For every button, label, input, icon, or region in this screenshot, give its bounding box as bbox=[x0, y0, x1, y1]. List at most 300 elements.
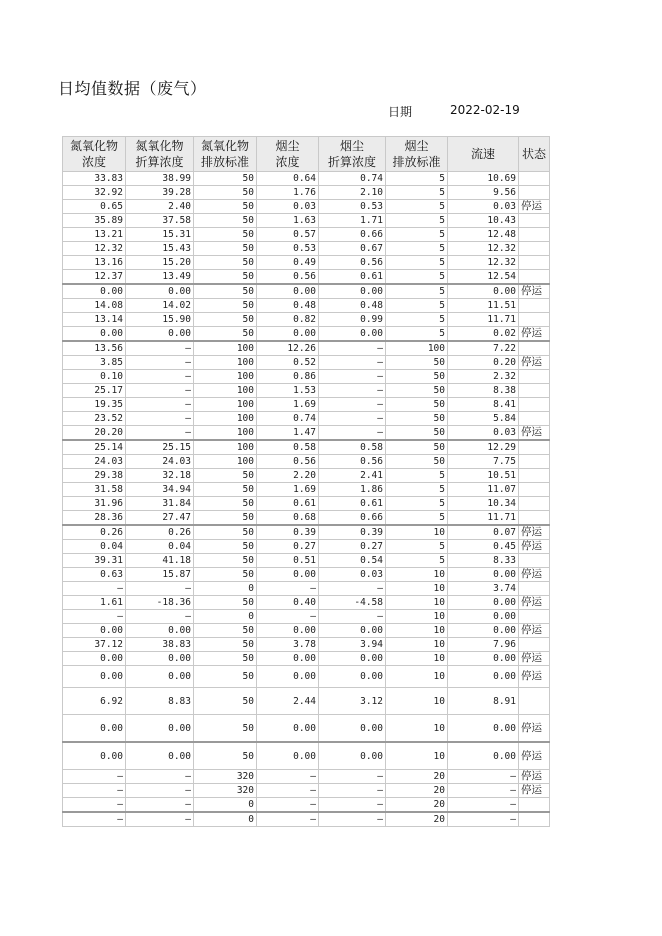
table-cell: 0.00 bbox=[63, 624, 126, 638]
table-cell: 50 bbox=[194, 638, 257, 652]
table-cell: 38.83 bbox=[126, 638, 194, 652]
table-cell: 5 bbox=[386, 284, 448, 299]
table-cell: 19.35 bbox=[63, 398, 126, 412]
table-cell: 50 bbox=[194, 313, 257, 327]
table-row bbox=[63, 540, 550, 554]
table-cell: 27.47 bbox=[126, 511, 194, 526]
table-row bbox=[63, 270, 550, 285]
table-cell: – bbox=[126, 784, 194, 798]
table-cell: 0.67 bbox=[319, 242, 386, 256]
table-cell: 2.44 bbox=[257, 688, 319, 715]
table-cell: 15.20 bbox=[126, 256, 194, 270]
table-cell: 0.00 bbox=[126, 327, 194, 342]
table-cell: 10 bbox=[386, 742, 448, 770]
table-cell: 0.61 bbox=[319, 497, 386, 511]
table-cell: 0.26 bbox=[126, 525, 194, 540]
table-cell: 15.87 bbox=[126, 568, 194, 582]
status-cell: 停运 bbox=[519, 596, 550, 610]
status-cell: 停运 bbox=[519, 525, 550, 540]
table-cell: 0.00 bbox=[319, 327, 386, 342]
table-cell: – bbox=[319, 798, 386, 813]
table-row bbox=[63, 214, 550, 228]
col-header-status: 状态 bbox=[519, 137, 550, 172]
table-cell: – bbox=[126, 356, 194, 370]
table-cell: 0.00 bbox=[319, 715, 386, 743]
table-cell: 12.37 bbox=[63, 270, 126, 285]
table-cell: – bbox=[448, 770, 519, 784]
table-cell: 0.00 bbox=[126, 742, 194, 770]
status-cell bbox=[519, 483, 550, 497]
table-row bbox=[63, 798, 550, 813]
table-cell: 0.00 bbox=[63, 742, 126, 770]
table-cell: 0.48 bbox=[319, 299, 386, 313]
col-header-flow: 流速 bbox=[448, 137, 519, 172]
table-cell: 14.02 bbox=[126, 299, 194, 313]
table-cell: 1.47 bbox=[257, 426, 319, 441]
table-cell: 2.32 bbox=[448, 370, 519, 384]
table-cell: 0.03 bbox=[319, 568, 386, 582]
table-cell: 20 bbox=[386, 770, 448, 784]
table-cell: – bbox=[126, 582, 194, 596]
table-cell: 50 bbox=[386, 370, 448, 384]
status-cell: 停运 bbox=[519, 540, 550, 554]
table-cell: 13.14 bbox=[63, 313, 126, 327]
table-cell: 5 bbox=[386, 497, 448, 511]
table-cell: 24.03 bbox=[63, 455, 126, 469]
table-cell: 5 bbox=[386, 214, 448, 228]
table-cell: 0.99 bbox=[319, 313, 386, 327]
table-cell: 0.68 bbox=[257, 511, 319, 526]
table-cell: 0.00 bbox=[319, 666, 386, 688]
table-row bbox=[63, 299, 550, 313]
table-row bbox=[63, 327, 550, 342]
table-row bbox=[63, 715, 550, 743]
table-cell: 7.75 bbox=[448, 455, 519, 469]
table-row bbox=[63, 256, 550, 270]
table-cell: 10.69 bbox=[448, 172, 519, 186]
table-cell: 0.54 bbox=[319, 554, 386, 568]
table-cell: 8.91 bbox=[448, 688, 519, 715]
table-row bbox=[63, 784, 550, 798]
table-cell: 0.10 bbox=[63, 370, 126, 384]
table-row bbox=[63, 770, 550, 784]
table-cell: 13.56 bbox=[63, 341, 126, 356]
table-row bbox=[63, 666, 550, 688]
table-cell: 5 bbox=[386, 172, 448, 186]
table-cell: 100 bbox=[194, 370, 257, 384]
table-cell: 10.43 bbox=[448, 214, 519, 228]
table-cell: – bbox=[126, 398, 194, 412]
table-cell: 5 bbox=[386, 469, 448, 483]
table-row bbox=[63, 370, 550, 384]
status-cell: 停运 bbox=[519, 666, 550, 688]
table-cell: 10 bbox=[386, 652, 448, 666]
table-cell: 5 bbox=[386, 540, 448, 554]
table-cell: – bbox=[319, 610, 386, 624]
col-header-nox-standard: 氮氧化物 排放标准 bbox=[194, 137, 257, 172]
table-cell: 15.90 bbox=[126, 313, 194, 327]
table-row bbox=[63, 426, 550, 441]
status-cell bbox=[519, 610, 550, 624]
status-cell bbox=[519, 554, 550, 568]
table-header-row bbox=[63, 137, 550, 172]
table-cell: 50 bbox=[194, 742, 257, 770]
table-cell: 39.28 bbox=[126, 186, 194, 200]
table-cell: – bbox=[319, 412, 386, 426]
status-cell: 停运 bbox=[519, 715, 550, 743]
table-cell: 0.02 bbox=[448, 327, 519, 342]
table-cell: 28.36 bbox=[63, 511, 126, 526]
table-row bbox=[63, 568, 550, 582]
table-cell: 0.00 bbox=[257, 568, 319, 582]
table-cell: – bbox=[126, 610, 194, 624]
table-cell: 0.00 bbox=[126, 715, 194, 743]
table-row bbox=[63, 596, 550, 610]
table-cell: 50 bbox=[386, 426, 448, 441]
table-cell: 0.74 bbox=[257, 412, 319, 426]
table-cell: 8.33 bbox=[448, 554, 519, 568]
table-row bbox=[63, 313, 550, 327]
table-cell: 0.66 bbox=[319, 228, 386, 242]
table-cell: 100 bbox=[194, 455, 257, 469]
table-cell: 0.53 bbox=[319, 200, 386, 214]
table-row bbox=[63, 582, 550, 596]
table-cell: 5 bbox=[386, 327, 448, 342]
table-row bbox=[63, 384, 550, 398]
table-cell: 0.00 bbox=[448, 742, 519, 770]
table-cell: – bbox=[448, 798, 519, 813]
table-cell: 11.07 bbox=[448, 483, 519, 497]
table-cell: 2.10 bbox=[319, 186, 386, 200]
table-cell: 0.27 bbox=[257, 540, 319, 554]
table-cell: 0.00 bbox=[448, 610, 519, 624]
date-label: 日期 bbox=[388, 105, 413, 119]
status-cell: 停运 bbox=[519, 284, 550, 299]
table-cell: 50 bbox=[194, 666, 257, 688]
table-cell: 50 bbox=[386, 440, 448, 455]
status-cell bbox=[519, 242, 550, 256]
table-cell: – bbox=[257, 784, 319, 798]
table-cell: – bbox=[257, 610, 319, 624]
table-cell: 0.00 bbox=[448, 666, 519, 688]
table-row bbox=[63, 511, 550, 526]
table-cell: 0.58 bbox=[319, 440, 386, 455]
table-cell: – bbox=[126, 812, 194, 827]
table-cell: 1.69 bbox=[257, 483, 319, 497]
table-cell: 29.38 bbox=[63, 469, 126, 483]
table-cell: 5 bbox=[386, 200, 448, 214]
table-cell: 50 bbox=[194, 652, 257, 666]
table-row bbox=[63, 610, 550, 624]
table-cell: 0.07 bbox=[448, 525, 519, 540]
table-cell: 0.00 bbox=[448, 715, 519, 743]
table-cell: 39.31 bbox=[63, 554, 126, 568]
table-cell: 0.00 bbox=[257, 624, 319, 638]
table-cell: 10 bbox=[386, 624, 448, 638]
table-row bbox=[63, 186, 550, 200]
table-cell: 50 bbox=[194, 568, 257, 582]
table-cell: 31.96 bbox=[63, 497, 126, 511]
table-cell: 0.00 bbox=[63, 327, 126, 342]
status-cell: 停运 bbox=[519, 742, 550, 770]
table-cell: 0.00 bbox=[448, 596, 519, 610]
table-cell: 50 bbox=[194, 511, 257, 526]
table-cell: – bbox=[126, 384, 194, 398]
table-cell: – bbox=[448, 812, 519, 827]
table-cell: 10 bbox=[386, 638, 448, 652]
status-cell bbox=[519, 299, 550, 313]
table-cell: 0.53 bbox=[257, 242, 319, 256]
table-cell: 41.18 bbox=[126, 554, 194, 568]
table-cell: 50 bbox=[194, 469, 257, 483]
status-cell bbox=[519, 688, 550, 715]
table-row bbox=[63, 688, 550, 715]
table-cell: – bbox=[63, 798, 126, 813]
table-cell: 50 bbox=[194, 186, 257, 200]
table-cell: 50 bbox=[386, 412, 448, 426]
table-cell: 100 bbox=[194, 398, 257, 412]
status-cell bbox=[519, 812, 550, 827]
status-cell bbox=[519, 511, 550, 526]
status-cell bbox=[519, 270, 550, 285]
table-cell: 12.32 bbox=[448, 242, 519, 256]
table-cell: 3.85 bbox=[63, 356, 126, 370]
table-cell: 15.43 bbox=[126, 242, 194, 256]
table-cell: 0.45 bbox=[448, 540, 519, 554]
table-row bbox=[63, 812, 550, 827]
table-cell: 50 bbox=[386, 398, 448, 412]
table-cell: – bbox=[257, 582, 319, 596]
table-cell: 0.00 bbox=[257, 327, 319, 342]
table-cell: 50 bbox=[194, 554, 257, 568]
table-cell: – bbox=[319, 370, 386, 384]
table-cell: 0.63 bbox=[63, 568, 126, 582]
status-cell bbox=[519, 440, 550, 455]
status-cell bbox=[519, 638, 550, 652]
table-cell: 10.51 bbox=[448, 469, 519, 483]
table-cell: – bbox=[126, 798, 194, 813]
date-value: 2022-02-19 bbox=[450, 103, 520, 117]
table-cell: 0.00 bbox=[126, 652, 194, 666]
status-cell: 停运 bbox=[519, 200, 550, 214]
table-cell: – bbox=[126, 370, 194, 384]
table-cell: 50 bbox=[194, 596, 257, 610]
table-cell: 32.92 bbox=[63, 186, 126, 200]
table-cell: 0.00 bbox=[448, 284, 519, 299]
table-cell: 8.83 bbox=[126, 688, 194, 715]
table-cell: – bbox=[319, 784, 386, 798]
table-cell: 0.03 bbox=[448, 426, 519, 441]
status-cell bbox=[519, 497, 550, 511]
table-cell: – bbox=[63, 784, 126, 798]
status-cell bbox=[519, 384, 550, 398]
table-cell: 0.00 bbox=[257, 742, 319, 770]
table-cell: 5 bbox=[386, 313, 448, 327]
table-cell: 10 bbox=[386, 582, 448, 596]
table-cell: 1.86 bbox=[319, 483, 386, 497]
table-cell: 0.00 bbox=[126, 624, 194, 638]
table-cell: 0.26 bbox=[63, 525, 126, 540]
table-cell: – bbox=[257, 798, 319, 813]
table-cell: 7.22 bbox=[448, 341, 519, 356]
table-cell: 0.48 bbox=[257, 299, 319, 313]
status-cell: 停运 bbox=[519, 568, 550, 582]
table-cell: 0.00 bbox=[448, 568, 519, 582]
status-cell: 停运 bbox=[519, 652, 550, 666]
table-cell: 0 bbox=[194, 798, 257, 813]
table-cell: 1.61 bbox=[63, 596, 126, 610]
table-cell: 20.20 bbox=[63, 426, 126, 441]
table-cell: 50 bbox=[194, 688, 257, 715]
table-cell: 100 bbox=[194, 440, 257, 455]
table-cell: 0.00 bbox=[257, 284, 319, 299]
table-row bbox=[63, 200, 550, 214]
table-cell: 0.03 bbox=[448, 200, 519, 214]
col-header-dust-converted: 烟尘 折算浓度 bbox=[319, 137, 386, 172]
table-row bbox=[63, 525, 550, 540]
table-cell: 100 bbox=[194, 384, 257, 398]
table-cell: 0.20 bbox=[448, 356, 519, 370]
table-cell: 23.52 bbox=[63, 412, 126, 426]
table-row bbox=[63, 284, 550, 299]
table-cell: 5 bbox=[386, 299, 448, 313]
status-cell bbox=[519, 214, 550, 228]
table-cell: – bbox=[126, 426, 194, 441]
status-cell bbox=[519, 313, 550, 327]
table-cell: 37.12 bbox=[63, 638, 126, 652]
table-cell: 0.03 bbox=[257, 200, 319, 214]
table-cell: 0.74 bbox=[319, 172, 386, 186]
table-cell: 5 bbox=[386, 270, 448, 285]
table-cell: 50 bbox=[194, 242, 257, 256]
table-cell: 50 bbox=[194, 525, 257, 540]
table-row bbox=[63, 242, 550, 256]
table-cell: 2.20 bbox=[257, 469, 319, 483]
table-cell: 50 bbox=[194, 715, 257, 743]
table-cell: 10 bbox=[386, 525, 448, 540]
table-cell: 5 bbox=[386, 256, 448, 270]
table-cell: 0.00 bbox=[319, 624, 386, 638]
table-cell: 5.84 bbox=[448, 412, 519, 426]
table-cell: 50 bbox=[194, 284, 257, 299]
table-cell: 5 bbox=[386, 186, 448, 200]
table-cell: 5 bbox=[386, 554, 448, 568]
table-cell: 12.32 bbox=[63, 242, 126, 256]
table-cell: 0.56 bbox=[257, 455, 319, 469]
table-row bbox=[63, 483, 550, 497]
table-cell: – bbox=[126, 770, 194, 784]
table-cell: 0.27 bbox=[319, 540, 386, 554]
table-cell: 0.00 bbox=[63, 715, 126, 743]
table-cell: 0 bbox=[194, 812, 257, 827]
table-cell: 0.00 bbox=[257, 666, 319, 688]
col-header-dust-standard: 烟尘 排放标准 bbox=[386, 137, 448, 172]
table-cell: 0.39 bbox=[319, 525, 386, 540]
table-cell: 31.58 bbox=[63, 483, 126, 497]
table-cell: 0.51 bbox=[257, 554, 319, 568]
table-cell: 50 bbox=[194, 228, 257, 242]
table-cell: 31.84 bbox=[126, 497, 194, 511]
table-cell: – bbox=[319, 770, 386, 784]
table-cell: 0.65 bbox=[63, 200, 126, 214]
table-cell: 0.00 bbox=[319, 742, 386, 770]
table-cell: 0.57 bbox=[257, 228, 319, 242]
table-cell: 0.52 bbox=[257, 356, 319, 370]
table-cell: 12.32 bbox=[448, 256, 519, 270]
table-cell: 50 bbox=[194, 497, 257, 511]
table-cell: 320 bbox=[194, 770, 257, 784]
table-cell: 0.00 bbox=[126, 284, 194, 299]
table-cell: 10 bbox=[386, 666, 448, 688]
table-cell: 12.48 bbox=[448, 228, 519, 242]
table-cell: 25.14 bbox=[63, 440, 126, 455]
status-cell bbox=[519, 398, 550, 412]
table-cell: 50 bbox=[194, 200, 257, 214]
table-row bbox=[63, 356, 550, 370]
table-cell: – bbox=[257, 812, 319, 827]
table-cell: 0.04 bbox=[63, 540, 126, 554]
table-cell: 24.03 bbox=[126, 455, 194, 469]
table-cell: 0.56 bbox=[319, 256, 386, 270]
table-cell: 13.16 bbox=[63, 256, 126, 270]
table-cell: 0.00 bbox=[63, 652, 126, 666]
table-cell: – bbox=[319, 384, 386, 398]
table-cell: 10 bbox=[386, 610, 448, 624]
table-cell: – bbox=[63, 582, 126, 596]
table-cell: 10.34 bbox=[448, 497, 519, 511]
table-cell: 3.78 bbox=[257, 638, 319, 652]
table-cell: 32.18 bbox=[126, 469, 194, 483]
table-cell: 50 bbox=[386, 356, 448, 370]
table-cell: 0.49 bbox=[257, 256, 319, 270]
table-cell: 33.83 bbox=[63, 172, 126, 186]
table-cell: 10 bbox=[386, 688, 448, 715]
table-cell: 0.00 bbox=[126, 666, 194, 688]
status-cell bbox=[519, 412, 550, 426]
table-cell: 50 bbox=[386, 384, 448, 398]
table-cell: 0.00 bbox=[257, 715, 319, 743]
status-cell: 停运 bbox=[519, 327, 550, 342]
table-cell: 35.89 bbox=[63, 214, 126, 228]
table-cell: 100 bbox=[194, 356, 257, 370]
table-cell: – bbox=[257, 770, 319, 784]
table-cell: 0.86 bbox=[257, 370, 319, 384]
table-cell: 5 bbox=[386, 228, 448, 242]
table-cell: – bbox=[63, 610, 126, 624]
table-cell: – bbox=[63, 812, 126, 827]
table-row bbox=[63, 469, 550, 483]
status-cell bbox=[519, 341, 550, 356]
table-cell: 8.41 bbox=[448, 398, 519, 412]
table-cell: 0.00 bbox=[63, 666, 126, 688]
table-cell: 13.49 bbox=[126, 270, 194, 285]
table-cell: 37.58 bbox=[126, 214, 194, 228]
table-cell: 100 bbox=[194, 412, 257, 426]
page-title: 日均值数据（废气） bbox=[58, 79, 207, 98]
table-cell: 2.41 bbox=[319, 469, 386, 483]
status-cell bbox=[519, 582, 550, 596]
table-cell: 0.00 bbox=[257, 652, 319, 666]
table-cell: 11.71 bbox=[448, 511, 519, 526]
table-row bbox=[63, 742, 550, 770]
status-cell bbox=[519, 469, 550, 483]
table-cell: 50 bbox=[194, 327, 257, 342]
table-cell: 50 bbox=[194, 540, 257, 554]
table-cell: 5 bbox=[386, 483, 448, 497]
table-cell: 6.92 bbox=[63, 688, 126, 715]
table-cell: 13.21 bbox=[63, 228, 126, 242]
table-cell: 1.71 bbox=[319, 214, 386, 228]
